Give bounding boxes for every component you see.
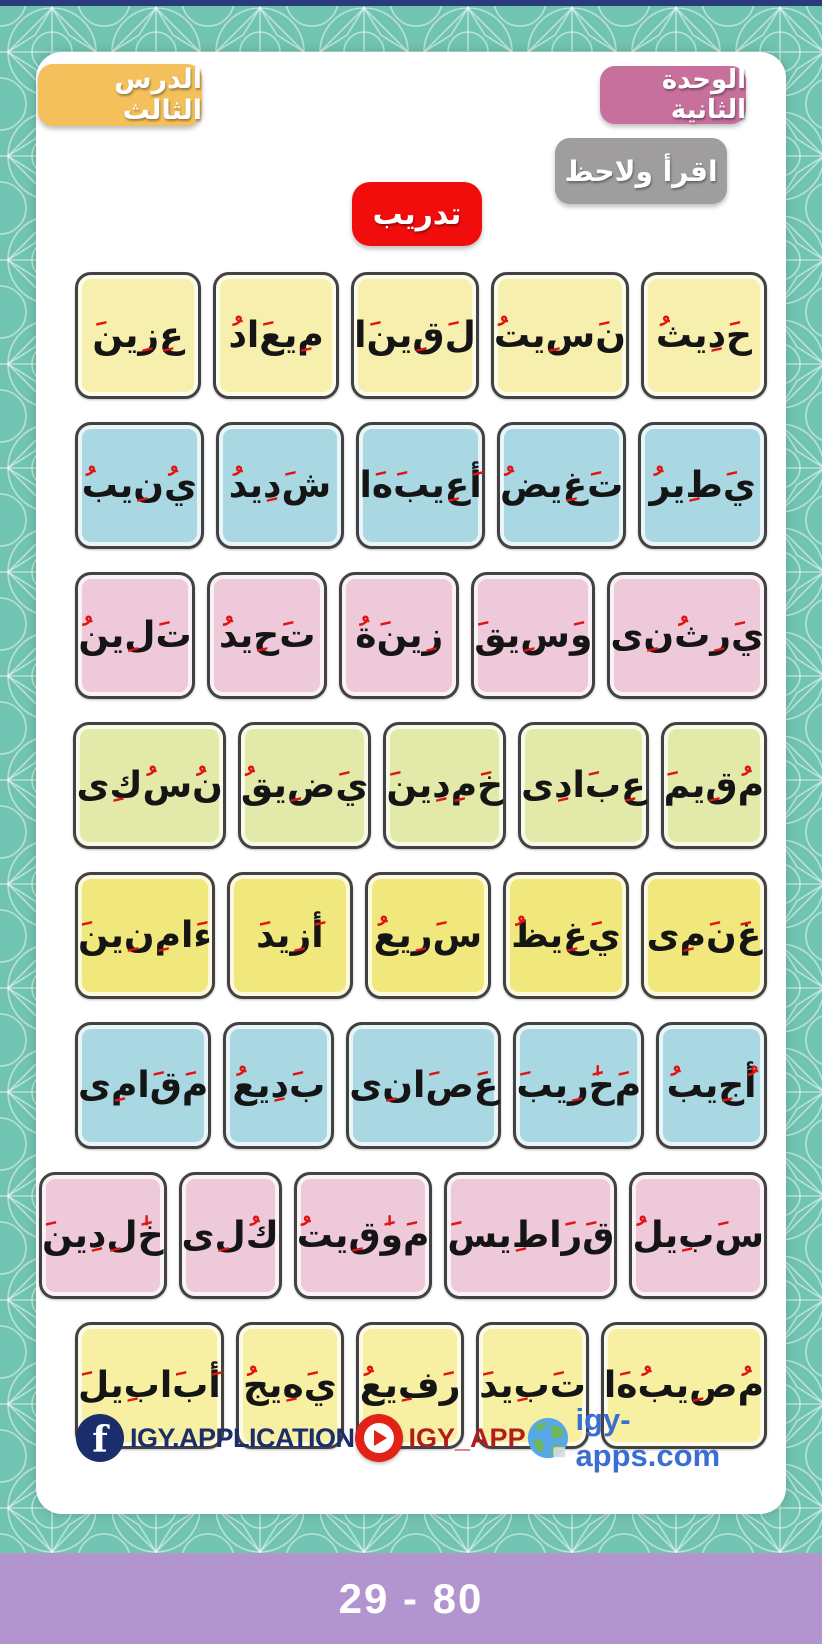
word-cell: ك ل ى xyxy=(179,1172,282,1299)
training-badge xyxy=(352,182,482,246)
word-cell: ت ل ين xyxy=(75,572,195,699)
word-cell: م ق يم xyxy=(661,722,767,849)
website-label: igy-apps.com xyxy=(575,1402,721,1473)
word-cell: ء ام ن ين xyxy=(75,872,215,999)
word-cell: ز ين ة xyxy=(339,572,459,699)
word-cell: ع ب اد ى xyxy=(518,722,649,849)
word-row-1 xyxy=(75,272,767,399)
word-cell: ت ح يد xyxy=(207,572,327,699)
facebook-icon: f xyxy=(76,1414,124,1462)
word-row-3 xyxy=(75,572,767,699)
lesson-badge-label: الدرس الثالث xyxy=(114,64,202,126)
word-cell: أ ب اب يل xyxy=(75,1322,224,1449)
page-indicator-bar xyxy=(0,1553,822,1644)
word-cell: ي ن يب xyxy=(75,422,204,549)
website-link[interactable] xyxy=(526,1402,758,1474)
word-cell: ل ق ين ا xyxy=(351,272,479,399)
word-cell: غ ن م ى xyxy=(641,872,767,999)
word-cell: ت ب يد xyxy=(476,1322,589,1449)
word-cell: أ ج يب xyxy=(656,1022,767,1149)
page-indicator-label: 29 - 80 xyxy=(338,1574,484,1622)
word-cell: ب د يع xyxy=(223,1022,334,1149)
word-grid xyxy=(41,272,767,1472)
word-cell: ي غ يظ xyxy=(503,872,629,999)
word-cell: س ر يع xyxy=(365,872,491,999)
unit-badge xyxy=(600,66,746,124)
status-bar-strip xyxy=(0,0,822,6)
workbook-page xyxy=(36,52,786,1514)
word-cell: ي ض يق xyxy=(238,722,371,849)
word-cell: س ب يل xyxy=(629,1172,767,1299)
word-cell: ر ف يع xyxy=(356,1322,464,1449)
word-cell: ي ر ث ن ى xyxy=(607,572,767,699)
word-cell: م يع اد xyxy=(213,272,339,399)
word-row-6 xyxy=(75,1022,767,1149)
facebook-link[interactable] xyxy=(76,1414,355,1462)
training-badge-label: تدريب xyxy=(372,196,462,232)
read-observe-badge xyxy=(555,138,727,204)
word-cell: ت غ يض xyxy=(497,422,626,549)
word-cell: خ ل د ين xyxy=(39,1172,167,1299)
youtube-icon xyxy=(355,1414,403,1462)
globe-icon xyxy=(526,1414,570,1462)
word-cell: م ح ر يب xyxy=(513,1022,644,1149)
read-observe-badge-label: اقرأ ولاحظ xyxy=(564,154,718,188)
word-row-2 xyxy=(75,422,767,549)
word-cell: ع ص ان ى xyxy=(346,1022,501,1149)
word-cell: ش د يد xyxy=(216,422,345,549)
word-row-5 xyxy=(75,872,767,999)
word-cell: و س يق xyxy=(471,572,595,699)
unit-badge-label: الوحدة الثانية xyxy=(661,65,746,125)
word-cell: أ ع يب ه ا xyxy=(356,422,485,549)
word-cell: ن س ك ى xyxy=(73,722,225,849)
youtube-label: IGY_APP xyxy=(408,1422,526,1453)
word-cell: ح د يث xyxy=(641,272,767,399)
word-cell: خ م د ين xyxy=(383,722,506,849)
word-cell: م ق ام ى xyxy=(75,1022,211,1149)
youtube-link[interactable] xyxy=(355,1414,526,1462)
lesson-badge xyxy=(38,64,202,126)
word-cell: ن س يت xyxy=(491,272,629,399)
word-cell: م و ق يت xyxy=(294,1172,433,1299)
word-cell: ع ز ين xyxy=(75,272,201,399)
facebook-label: IGY.APPLICATION xyxy=(130,1422,355,1453)
word-cell: ي ط ير xyxy=(638,422,767,549)
word-cell: م ص يب ه ا xyxy=(601,1322,767,1449)
word-row-4 xyxy=(75,722,767,849)
word-cell: ق ر اط يس xyxy=(444,1172,617,1299)
word-cell: ي ه يج xyxy=(236,1322,344,1449)
social-links-row xyxy=(76,1402,758,1473)
word-cell: أ ز يد xyxy=(227,872,353,999)
word-row-7 xyxy=(41,1172,767,1299)
